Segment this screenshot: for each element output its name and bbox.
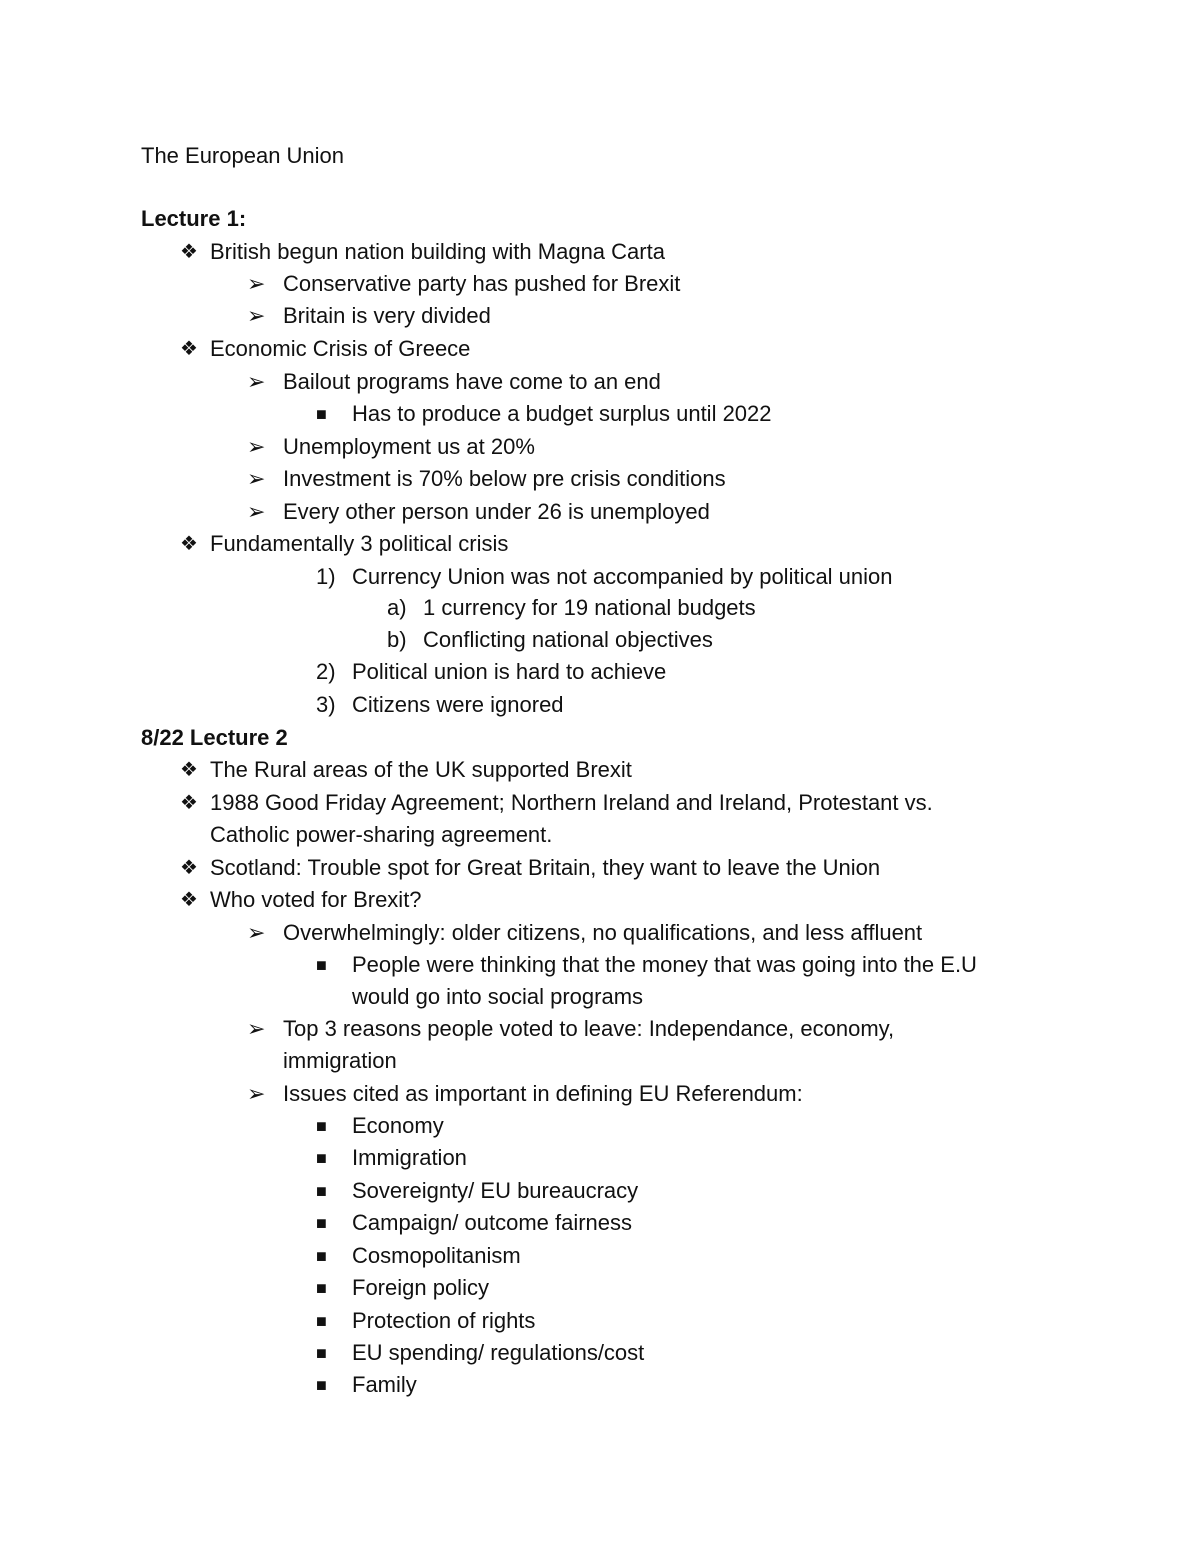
list-item-text: British begun nation building with Magna Carta (210, 239, 665, 264)
list-item-text: would go into social programs (352, 984, 644, 1009)
issue-text: Economy (352, 1113, 444, 1138)
list-item-text: Catholic power-sharing agreement. (210, 822, 553, 847)
issue-text: Sovereignty/ EU bureaucracy (352, 1178, 639, 1203)
number-marker: 3) (316, 692, 336, 717)
issue-text: EU spending/ regulations/cost (352, 1340, 645, 1365)
square-bullet-icon: ■ (316, 1375, 327, 1395)
list-item-text: Has to produce a budget surplus until 2022 (352, 401, 772, 426)
arrow-bullet-icon: ➢ (247, 920, 266, 945)
list-item-text: Fundamentally 3 political crisis (210, 531, 509, 556)
list-item-text: The Rural areas of the UK supported Brexit (210, 757, 632, 782)
heading-text: Lecture 1: (141, 206, 247, 231)
diamond-bullet-icon: ❖ (180, 857, 198, 879)
arrow-bullet-icon: ➢ (247, 1081, 266, 1106)
arrow-bullet-icon: ➢ (247, 369, 266, 394)
list-item-text: 1 currency for 19 national budgets (423, 595, 756, 620)
square-bullet-icon: ■ (316, 1181, 327, 1201)
issue-text: Foreign policy (352, 1275, 489, 1300)
list-item-text: 1988 Good Friday Agreement; Northern Ireland and Ireland, Protestant vs. (210, 790, 933, 815)
diamond-bullet-icon: ❖ (180, 241, 198, 263)
issue-text: Immigration (352, 1145, 467, 1170)
list-item-text: Conflicting national objectives (423, 627, 713, 652)
list-item-text: Unemployment us at 20% (283, 434, 535, 459)
diamond-bullet-icon: ❖ (180, 759, 198, 781)
list-item-text: Citizens were ignored (352, 692, 564, 717)
issue-text: Campaign/ outcome fairness (352, 1210, 633, 1235)
list-item-text: People were thinking that the money that was going into the E.U (352, 952, 977, 977)
issue-text: Cosmopolitanism (352, 1243, 521, 1268)
square-bullet-icon: ■ (316, 1278, 327, 1298)
arrow-bullet-icon: ➢ (247, 303, 266, 328)
list-item-text: Political union is hard to achieve (352, 659, 667, 684)
list-item-text: immigration (283, 1048, 397, 1073)
issue-text: Family (352, 1372, 417, 1397)
square-bullet-icon: ■ (316, 1246, 327, 1266)
issue-text: Protection of rights (352, 1308, 536, 1333)
square-bullet-icon: ■ (316, 1213, 327, 1233)
list-item-text: Top 3 reasons people voted to leave: Independance, economy, (283, 1016, 895, 1041)
letter-marker: b) (387, 627, 407, 652)
square-bullet-icon: ■ (316, 1343, 327, 1363)
list-item-text: Scotland: Trouble spot for Great Britain, they want to leave the Union (210, 855, 881, 880)
diamond-bullet-icon: ❖ (180, 889, 198, 911)
list-item-text: Every other person under 26 is unemployed (283, 499, 710, 524)
diamond-bullet-icon: ❖ (180, 792, 198, 814)
arrow-bullet-icon: ➢ (247, 466, 266, 491)
square-bullet-icon: ■ (316, 1148, 327, 1168)
square-bullet-icon: ■ (316, 1311, 327, 1331)
list-item-text: Conservative party has pushed for Brexit (283, 271, 681, 296)
list-item-text: Overwhelmingly: older citizens, no qualifications, and less affluent (283, 920, 923, 945)
diamond-bullet-icon: ❖ (180, 533, 198, 555)
list-item-text: Britain is very divided (283, 303, 491, 328)
arrow-bullet-icon: ➢ (247, 271, 266, 296)
list-item-text: Issues cited as important in defining EU Referendum: (283, 1081, 803, 1106)
list-item-text: Bailout programs have come to an end (283, 369, 661, 394)
square-bullet-icon: ■ (316, 955, 327, 975)
arrow-bullet-icon: ➢ (247, 499, 266, 524)
title-text: The European Union (141, 143, 345, 168)
arrow-bullet-icon: ➢ (247, 434, 266, 459)
number-marker: 1) (316, 564, 336, 589)
square-bullet-icon: ■ (316, 404, 327, 424)
number-marker: 2) (316, 659, 336, 684)
list-item-text: Currency Union was not accompanied by political union (352, 564, 893, 589)
letter-marker: a) (387, 595, 407, 620)
diamond-bullet-icon: ❖ (180, 338, 198, 360)
heading-text: 8/22 Lecture 2 (141, 725, 288, 750)
list-item-text: Investment is 70% below pre crisis conditions (283, 466, 726, 491)
arrow-bullet-icon: ➢ (247, 1016, 266, 1041)
list-item-text: Economic Crisis of Greece (210, 336, 471, 361)
list-item-text: Who voted for Brexit? (210, 887, 422, 912)
square-bullet-icon: ■ (316, 1116, 327, 1136)
